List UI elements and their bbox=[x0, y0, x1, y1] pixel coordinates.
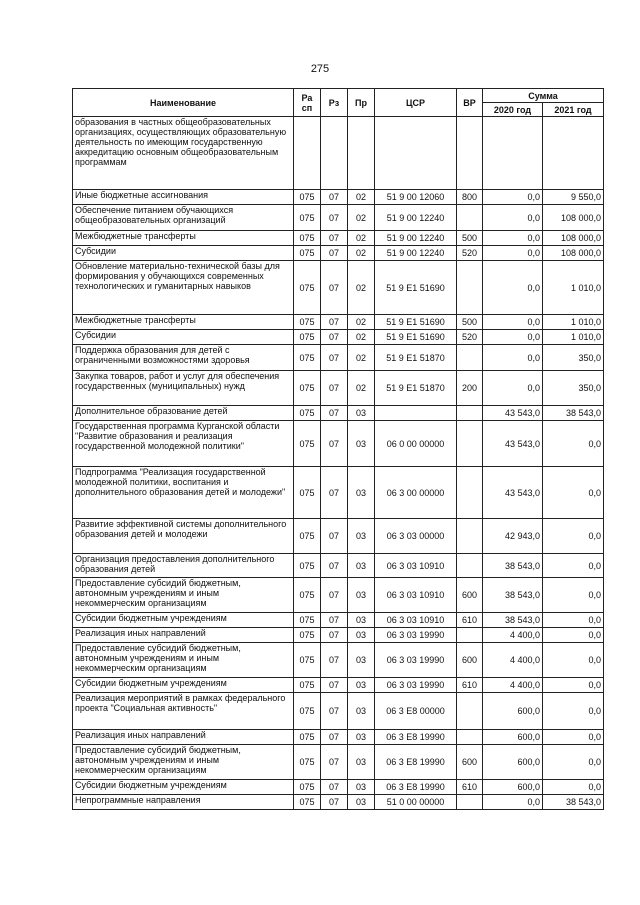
row-rasp: 075 bbox=[294, 578, 321, 613]
row-vr: 610 bbox=[457, 678, 483, 693]
row-pr: 02 bbox=[348, 190, 375, 205]
row-sum-2020: 0,0 bbox=[483, 261, 543, 315]
table-row bbox=[73, 613, 604, 628]
row-sum-2020: 0,0 bbox=[483, 315, 543, 330]
row-name: Предоставление субсидий бюджетным, автономным учреждениям и иным некоммерческим организациям bbox=[73, 578, 294, 613]
table-row bbox=[73, 467, 604, 519]
row-pr: 03 bbox=[348, 554, 375, 578]
row-sum-2021: 0,0 bbox=[543, 554, 604, 578]
row-sum-2020: 600,0 bbox=[483, 745, 543, 780]
row-name: Обеспечение питанием обучающихся общеобразовательных организаций bbox=[73, 205, 294, 231]
row-vr: 800 bbox=[457, 190, 483, 205]
row-name: Предоставление субсидий бюджетным, автономным учреждениям и иным некоммерческим организациям bbox=[73, 643, 294, 678]
table-row bbox=[73, 643, 604, 678]
row-vr bbox=[457, 795, 483, 810]
row-csr: 06 3 E8 00000 bbox=[375, 693, 457, 730]
row-rasp: 075 bbox=[294, 315, 321, 330]
row-name: Развитие эффективной системы дополнительного образования детей и молодежи bbox=[73, 519, 294, 554]
row-csr: 06 3 E8 19990 bbox=[375, 780, 457, 795]
table-row bbox=[73, 205, 604, 231]
budget-table bbox=[72, 88, 604, 810]
table-row bbox=[73, 246, 604, 261]
table-row bbox=[73, 330, 604, 345]
row-rz: 07 bbox=[321, 261, 348, 315]
row-vr: 610 bbox=[457, 613, 483, 628]
row-name: Закупка товаров, работ и услуг для обеспечения государственных (муниципальных) нужд bbox=[73, 371, 294, 406]
row-sum-2020: 4 400,0 bbox=[483, 628, 543, 643]
header-year-2020: 2020 год bbox=[483, 103, 543, 117]
row-sum-2020: 43 543,0 bbox=[483, 421, 543, 467]
header-sum: Сумма bbox=[483, 89, 604, 103]
row-csr: 06 3 E8 19990 bbox=[375, 730, 457, 745]
table-row bbox=[73, 578, 604, 613]
row-csr: 51 9 E1 51870 bbox=[375, 371, 457, 406]
row-sum-2020: 43 543,0 bbox=[483, 467, 543, 519]
table-row bbox=[73, 628, 604, 643]
table-row bbox=[73, 519, 604, 554]
row-pr: 02 bbox=[348, 330, 375, 345]
row-vr bbox=[457, 628, 483, 643]
row-pr: 02 bbox=[348, 231, 375, 246]
row-name: Реализация иных направлений bbox=[73, 730, 294, 745]
row-sum-2020: 0,0 bbox=[483, 231, 543, 246]
row-name: Субсидии бюджетным учреждениям bbox=[73, 613, 294, 628]
row-vr bbox=[457, 554, 483, 578]
row-sum-2021: 1 010,0 bbox=[543, 330, 604, 345]
row-sum-2021: 0,0 bbox=[543, 678, 604, 693]
row-vr bbox=[457, 693, 483, 730]
row-sum-2020: 38 543,0 bbox=[483, 613, 543, 628]
row-rasp: 075 bbox=[294, 190, 321, 205]
row-name: Обновление материально-технической базы для формирования у обучающихся современных технологических и гуманитарных навыков bbox=[73, 261, 294, 315]
row-sum-2021: 38 543,0 bbox=[543, 406, 604, 421]
row-rasp: 075 bbox=[294, 519, 321, 554]
row-pr: 02 bbox=[348, 371, 375, 406]
row-csr: 06 0 00 00000 bbox=[375, 421, 457, 467]
row-sum-2021: 38 543,0 bbox=[543, 795, 604, 810]
row-sum-2021: 0,0 bbox=[543, 628, 604, 643]
row-pr: 03 bbox=[348, 795, 375, 810]
row-vr bbox=[457, 519, 483, 554]
row-pr: 03 bbox=[348, 519, 375, 554]
row-csr: 51 9 00 12060 bbox=[375, 190, 457, 205]
row-sum-2021: 0,0 bbox=[543, 730, 604, 745]
table-row bbox=[73, 406, 604, 421]
row-sum-2020: 38 543,0 bbox=[483, 578, 543, 613]
row-name: Непрограммные направления bbox=[73, 795, 294, 810]
row-pr: 02 bbox=[348, 246, 375, 261]
row-rasp: 075 bbox=[294, 745, 321, 780]
row-sum-2021: 0,0 bbox=[543, 421, 604, 467]
row-sum-2021: 0,0 bbox=[543, 519, 604, 554]
header-rasp: Ра сп bbox=[294, 89, 321, 117]
row-csr: 51 9 E1 51690 bbox=[375, 261, 457, 315]
row-pr: 03 bbox=[348, 693, 375, 730]
row-rasp: 075 bbox=[294, 554, 321, 578]
row-rz: 07 bbox=[321, 406, 348, 421]
row-csr: 06 3 03 00000 bbox=[375, 519, 457, 554]
row-pr: 03 bbox=[348, 745, 375, 780]
header-year-2021: 2021 год bbox=[543, 103, 604, 117]
row-rasp: 075 bbox=[294, 467, 321, 519]
row-sum-2020: 600,0 bbox=[483, 693, 543, 730]
row-name: Реализация мероприятий в рамках федерального проекта "Социальная активность" bbox=[73, 693, 294, 730]
row-csr: 51 9 E1 51690 bbox=[375, 330, 457, 345]
row-sum-2020: 0,0 bbox=[483, 205, 543, 231]
row-pr: 03 bbox=[348, 613, 375, 628]
row-sum-2020: 0,0 bbox=[483, 795, 543, 810]
row-csr: 51 9 E1 51690 bbox=[375, 315, 457, 330]
row-sum-2021: 0,0 bbox=[543, 613, 604, 628]
row-vr bbox=[457, 730, 483, 745]
row-vr: 500 bbox=[457, 231, 483, 246]
row-rasp: 075 bbox=[294, 345, 321, 371]
row-rz: 07 bbox=[321, 421, 348, 467]
row-sum-2020: 0,0 bbox=[483, 371, 543, 406]
row-rz: 07 bbox=[321, 519, 348, 554]
row-sum-2020 bbox=[483, 117, 543, 190]
row-rasp: 075 bbox=[294, 780, 321, 795]
row-csr: 06 3 00 00000 bbox=[375, 467, 457, 519]
row-sum-2020: 0,0 bbox=[483, 190, 543, 205]
row-vr bbox=[457, 406, 483, 421]
row-rasp: 075 bbox=[294, 693, 321, 730]
row-sum-2021: 108 000,0 bbox=[543, 205, 604, 231]
row-rz: 07 bbox=[321, 795, 348, 810]
row-sum-2020: 4 400,0 bbox=[483, 643, 543, 678]
row-name: Подпрограмма "Реализация государственной молодежной политики, воспитания и дополнительного образования детей и молодежи" bbox=[73, 467, 294, 519]
row-pr: 03 bbox=[348, 643, 375, 678]
row-rz: 07 bbox=[321, 467, 348, 519]
row-name: Иные бюджетные ассигнования bbox=[73, 190, 294, 205]
row-sum-2021: 0,0 bbox=[543, 693, 604, 730]
table-row bbox=[73, 730, 604, 745]
row-rasp: 075 bbox=[294, 371, 321, 406]
table-row bbox=[73, 554, 604, 578]
row-name: Предоставление субсидий бюджетным, автономным учреждениям и иным некоммерческим организациям bbox=[73, 745, 294, 780]
row-pr: 02 bbox=[348, 261, 375, 315]
row-csr: 06 3 03 19990 bbox=[375, 643, 457, 678]
row-vr bbox=[457, 345, 483, 371]
table-row bbox=[73, 261, 604, 315]
row-sum-2021 bbox=[543, 117, 604, 190]
row-pr: 02 bbox=[348, 315, 375, 330]
row-rz: 07 bbox=[321, 371, 348, 406]
row-name: образования в частных общеобразовательных организациях, осуществляющих образовательную деятельность по имеющим государственную аккредитацию основным общеобразовательным программам bbox=[73, 117, 294, 190]
row-name: Дополнительное образование детей bbox=[73, 406, 294, 421]
table-row bbox=[73, 345, 604, 371]
row-csr bbox=[375, 406, 457, 421]
row-rz: 07 bbox=[321, 330, 348, 345]
row-rasp: 075 bbox=[294, 628, 321, 643]
table-row bbox=[73, 315, 604, 330]
row-sum-2020: 38 543,0 bbox=[483, 554, 543, 578]
row-rz: 07 bbox=[321, 780, 348, 795]
row-rz: 07 bbox=[321, 643, 348, 678]
table-row bbox=[73, 795, 604, 810]
row-name: Организация предоставления дополнительного образования детей bbox=[73, 554, 294, 578]
row-vr: 520 bbox=[457, 246, 483, 261]
row-csr: 06 3 03 10910 bbox=[375, 554, 457, 578]
row-name: Государственная программа Курганской области "Развитие образования и реализация государственной молодежной политики" bbox=[73, 421, 294, 467]
row-pr: 03 bbox=[348, 730, 375, 745]
row-rz: 07 bbox=[321, 693, 348, 730]
row-sum-2020: 4 400,0 bbox=[483, 678, 543, 693]
row-rz: 07 bbox=[321, 578, 348, 613]
row-rasp: 075 bbox=[294, 261, 321, 315]
row-csr: 51 9 E1 51870 bbox=[375, 345, 457, 371]
row-pr: 03 bbox=[348, 780, 375, 795]
row-rz: 07 bbox=[321, 554, 348, 578]
row-pr: 03 bbox=[348, 406, 375, 421]
row-rz: 07 bbox=[321, 678, 348, 693]
row-rz: 07 bbox=[321, 231, 348, 246]
table-row bbox=[73, 780, 604, 795]
row-csr: 06 3 03 19990 bbox=[375, 628, 457, 643]
row-name: Субсидии bbox=[73, 330, 294, 345]
row-csr bbox=[375, 117, 457, 190]
row-vr: 600 bbox=[457, 643, 483, 678]
row-rz: 07 bbox=[321, 730, 348, 745]
row-vr bbox=[457, 261, 483, 315]
header-vr: ВР bbox=[457, 89, 483, 117]
row-sum-2021: 0,0 bbox=[543, 745, 604, 780]
table-row bbox=[73, 678, 604, 693]
row-csr: 06 3 03 10910 bbox=[375, 613, 457, 628]
row-sum-2020: 0,0 bbox=[483, 246, 543, 261]
row-vr: 600 bbox=[457, 578, 483, 613]
row-name: Поддержка образования для детей с ограниченными возможностями здоровья bbox=[73, 345, 294, 371]
row-sum-2020: 600,0 bbox=[483, 780, 543, 795]
row-pr: 03 bbox=[348, 578, 375, 613]
table-row bbox=[73, 745, 604, 780]
row-rz: 07 bbox=[321, 345, 348, 371]
row-pr: 03 bbox=[348, 421, 375, 467]
row-csr: 51 0 00 00000 bbox=[375, 795, 457, 810]
row-rz: 07 bbox=[321, 246, 348, 261]
row-rz: 07 bbox=[321, 628, 348, 643]
row-vr bbox=[457, 421, 483, 467]
row-sum-2021: 350,0 bbox=[543, 371, 604, 406]
row-vr: 200 bbox=[457, 371, 483, 406]
row-pr: 03 bbox=[348, 628, 375, 643]
row-rasp: 075 bbox=[294, 613, 321, 628]
row-pr: 03 bbox=[348, 678, 375, 693]
row-sum-2020: 0,0 bbox=[483, 330, 543, 345]
row-rasp: 075 bbox=[294, 246, 321, 261]
header-rz: Рз bbox=[321, 89, 348, 117]
row-rz: 07 bbox=[321, 613, 348, 628]
row-rz: 07 bbox=[321, 745, 348, 780]
row-rasp: 075 bbox=[294, 231, 321, 246]
row-csr: 51 9 00 12240 bbox=[375, 205, 457, 231]
row-rasp: 075 bbox=[294, 205, 321, 231]
table-row bbox=[73, 190, 604, 205]
row-rasp: 075 bbox=[294, 730, 321, 745]
table-row bbox=[73, 693, 604, 730]
row-csr: 51 9 00 12240 bbox=[375, 246, 457, 261]
row-vr: 520 bbox=[457, 330, 483, 345]
row-rasp: 075 bbox=[294, 678, 321, 693]
row-sum-2021: 0,0 bbox=[543, 578, 604, 613]
row-sum-2021: 1 010,0 bbox=[543, 315, 604, 330]
row-sum-2021: 0,0 bbox=[543, 780, 604, 795]
header-row-top bbox=[73, 89, 604, 103]
table-row bbox=[73, 421, 604, 467]
row-vr bbox=[457, 205, 483, 231]
row-sum-2021: 0,0 bbox=[543, 467, 604, 519]
row-rasp: 075 bbox=[294, 643, 321, 678]
row-sum-2020: 0,0 bbox=[483, 345, 543, 371]
row-rz: 07 bbox=[321, 205, 348, 231]
row-name: Субсидии bbox=[73, 246, 294, 261]
row-csr: 06 3 03 10910 bbox=[375, 578, 457, 613]
row-rasp bbox=[294, 117, 321, 190]
row-vr: 600 bbox=[457, 745, 483, 780]
header-name: Наименование bbox=[73, 89, 294, 117]
header-csr: ЦСР bbox=[375, 89, 457, 117]
row-name: Межбюджетные трансферты bbox=[73, 231, 294, 246]
row-rz bbox=[321, 117, 348, 190]
row-name: Межбюджетные трансферты bbox=[73, 315, 294, 330]
row-pr: 03 bbox=[348, 467, 375, 519]
row-name: Субсидии бюджетным учреждениям bbox=[73, 780, 294, 795]
row-sum-2021: 350,0 bbox=[543, 345, 604, 371]
row-csr: 51 9 00 12240 bbox=[375, 231, 457, 246]
header-pr: Пр bbox=[348, 89, 375, 117]
row-sum-2021: 108 000,0 bbox=[543, 246, 604, 261]
row-rz: 07 bbox=[321, 315, 348, 330]
row-csr: 06 3 03 19990 bbox=[375, 678, 457, 693]
row-vr bbox=[457, 467, 483, 519]
row-rasp: 075 bbox=[294, 421, 321, 467]
row-sum-2020: 600,0 bbox=[483, 730, 543, 745]
row-pr: 02 bbox=[348, 345, 375, 371]
row-vr: 610 bbox=[457, 780, 483, 795]
row-sum-2021: 0,0 bbox=[543, 643, 604, 678]
row-vr: 500 bbox=[457, 315, 483, 330]
row-csr: 06 3 E8 19990 bbox=[375, 745, 457, 780]
row-sum-2020: 43 543,0 bbox=[483, 406, 543, 421]
table-row bbox=[73, 371, 604, 406]
page-number: 275 bbox=[310, 63, 330, 75]
row-rasp: 075 bbox=[294, 795, 321, 810]
row-sum-2021: 9 550,0 bbox=[543, 190, 604, 205]
row-name: Реализация иных направлений bbox=[73, 628, 294, 643]
row-sum-2020: 42 943,0 bbox=[483, 519, 543, 554]
row-rasp: 075 bbox=[294, 330, 321, 345]
table-row bbox=[73, 231, 604, 246]
table-row bbox=[73, 117, 604, 190]
row-name: Субсидии бюджетным учреждениям bbox=[73, 678, 294, 693]
row-sum-2021: 1 010,0 bbox=[543, 261, 604, 315]
row-rasp: 075 bbox=[294, 406, 321, 421]
row-rz: 07 bbox=[321, 190, 348, 205]
row-sum-2021: 108 000,0 bbox=[543, 231, 604, 246]
row-vr bbox=[457, 117, 483, 190]
row-pr: 02 bbox=[348, 205, 375, 231]
row-pr bbox=[348, 117, 375, 190]
